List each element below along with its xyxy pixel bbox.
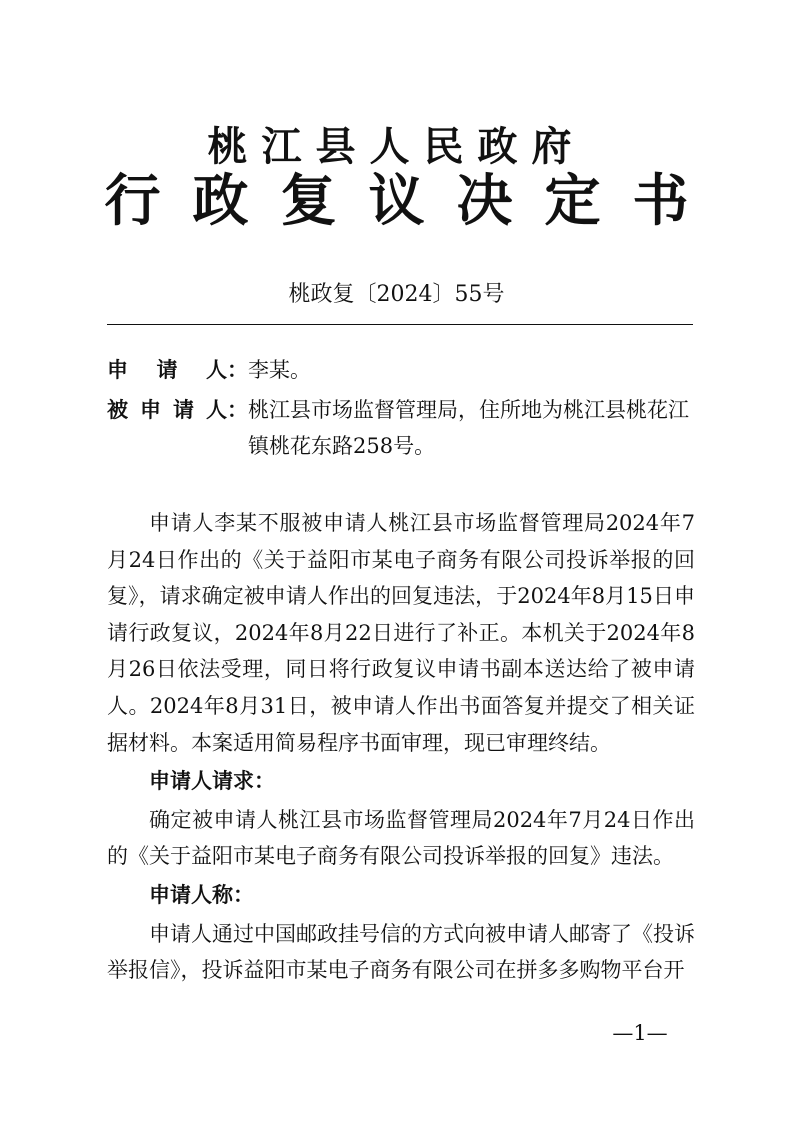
party-value: 李某。 xyxy=(248,358,311,382)
document-number: 桃政复〔2024〕55号 xyxy=(288,282,505,307)
issuing-organization: 桃江县人民政府 xyxy=(207,124,586,170)
party-label: 被申请人 xyxy=(107,398,227,422)
claims-heading: 申请人称： xyxy=(149,882,254,907)
party-label: 申请人 xyxy=(107,358,227,382)
claims-paragraph: 申请人通过中国邮政挂号信的方式向被申请人邮寄了《投诉举报信》，投诉益阳市某电子商务有限公司在拼多多购物平台开 xyxy=(107,921,695,983)
document-body xyxy=(107,505,695,989)
party-applicant: 申请人：李某。 xyxy=(107,352,707,388)
party-respondent: 被申请人：桃江县市场监督管理局，住所地为桃江县桃花江镇桃花东路258号。 xyxy=(107,392,707,464)
request-paragraph: 确定被申请人桃江县市场监督管理局2024年7月24日作出的《关于益阳市某电子商务有限公司投诉举报的回复》违法。 xyxy=(107,807,695,869)
page-number: —1— xyxy=(612,1021,668,1045)
document-title: 行政复议决定书 xyxy=(104,169,721,234)
request-heading: 申请人请求： xyxy=(149,769,275,794)
header-divider xyxy=(107,324,693,325)
party-value: 桃江县市场监督管理局，住所地为桃江县桃花江镇桃花东路258号。 xyxy=(248,398,689,458)
intro-paragraph: 申请人李某不服被申请人桃江县市场监督管理局2024年7月24日作出的《关于益阳市某电子商务有限公司投诉举报的回复》，请求确定被申请人作出的回复违法，于2024年8月15日申请行政复议，2024年8月22日进行了补正。本机关于2024年8月26日依法受理，同日将行政复议申请书副本送达给了被申请人。2024年8月31日，被申请人作出书面答复并提交了相关证据材料。本案适用简易程序书面审理，现已审理终结。 xyxy=(107,511,695,755)
